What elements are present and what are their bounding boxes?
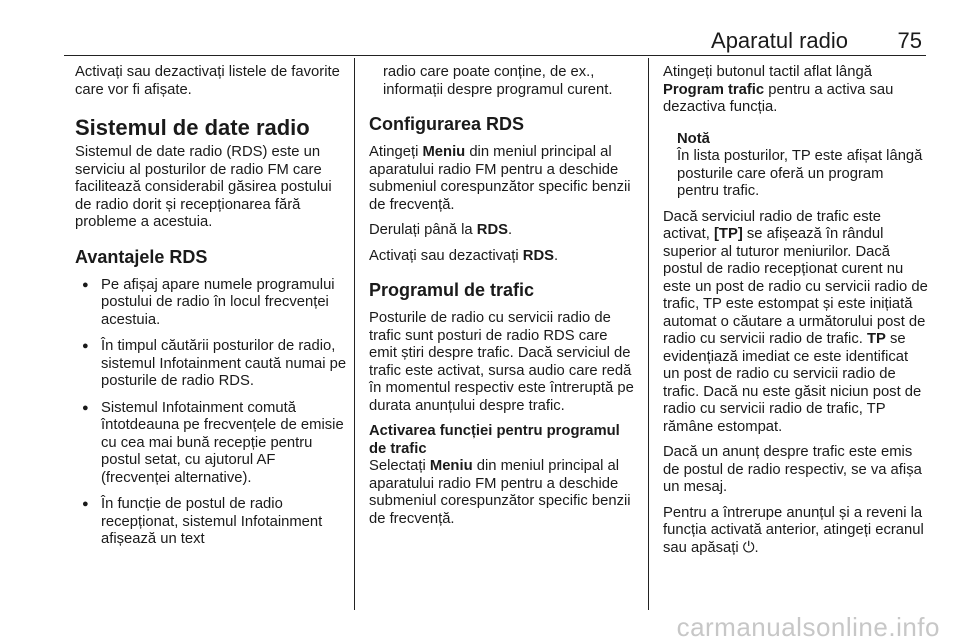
note-title: Notă [677, 130, 710, 147]
traffic-activation-heading: Activarea funcției pentru programul de trafic [369, 423, 620, 457]
text-run: Dacă serviciul radio de trafic este activat, [663, 208, 881, 242]
text-run: Atingeți butonul tactil aflat lângă [663, 64, 872, 80]
text-run: Derulați până la [369, 222, 477, 238]
touch-button-paragraph [663, 64, 928, 117]
text-run: din meniul principal al aparatului radio FM pentru a deschide submeniul corespunzător specific benzii de frecvență. [369, 144, 631, 213]
text-run: . [754, 539, 759, 556]
rds-intro-paragraph: Sistemul de date radio (RDS) este un serviciu al posturilor de radio FM care facilitează considerabil găsirea postului de radio dorit și recepționarea fără probleme a acestuia. [75, 144, 332, 230]
text-run: pentru a activa sau dezactiva funcția. [663, 81, 894, 115]
column-divider-2 [648, 58, 649, 610]
column-divider-1 [354, 58, 355, 610]
rds-advantages-heading: Avantajele RDS [75, 246, 208, 267]
list-item: ● În timpul căutării posturilor de radio, sistemul Infotainment caută numai pe posturile de radio RDS. [75, 338, 347, 391]
column-2 [369, 64, 639, 536]
rds-config-heading: Configurarea RDS [369, 114, 525, 134]
text-run: din meniul principal al aparatului radio FM pentru a deschide submeniul corespunzător specific benzii de frecvență. [369, 458, 631, 527]
menu-term: Meniu [422, 144, 466, 160]
traffic-program-heading: Programul de trafic [369, 280, 535, 300]
rds-term: RDS [476, 222, 509, 238]
list-item: ● În funcție de postul de radio recepționat, sistemul Infotainment afișează un text [75, 496, 347, 549]
scroll-paragraph [369, 222, 639, 240]
column-3 [663, 64, 928, 565]
rds-term: RDS [522, 247, 555, 264]
column-1 [75, 64, 347, 558]
watermark: carmanualsonline.info [676, 612, 940, 642]
toggle-rds-paragraph [369, 248, 639, 266]
select-menu-paragraph [369, 458, 639, 528]
traffic-paragraph: Posturile de radio cu servicii radio de trafic sunt posturi de radio RDS care emit știri despre trafic. Dacă serviciul de trafic este activat, sursa audio care redă în momentul respectiv este întreruptă pe durata anunțului despre trafic. [369, 310, 634, 414]
page-header [64, 26, 926, 56]
page-title: Aparatul radio [711, 28, 848, 53]
header-divider [64, 55, 926, 56]
menu-term: Meniu [429, 458, 473, 474]
page-number: 75 [897, 28, 922, 53]
text-run: Activați sau dezactivați [369, 247, 523, 264]
text-run: . [508, 222, 513, 238]
tp-paragraph [663, 209, 928, 437]
tp-term: TP [866, 331, 886, 347]
bullet-continuation: radio care poate conține, de ex., informații despre programul curent. [383, 64, 613, 98]
text-run: Pentru a întrerupe anunțul și a reveni la funcția activată anterior, atingeți ecranul sau apăsați [663, 504, 924, 556]
note-box [663, 131, 928, 201]
power-icon: ⏻ [742, 539, 755, 556]
rds-advantages-list [75, 277, 347, 549]
interrupt-paragraph [663, 505, 928, 558]
text-run: se afișează în rândul superior al tuturor meniurilor. Dacă postul de radio recepționat curent nu este un post de radio cu servicii radio de trafic, TP este estompat și este inițiată automat o căutare a următorului post de radio cu servicii radio de trafic. [663, 226, 928, 347]
tp-bracket-term: [TP] [714, 226, 743, 242]
config-paragraph [369, 144, 639, 214]
text-run: Atingeți [369, 144, 423, 160]
rds-heading: Sistemul de date radio [75, 115, 310, 140]
note-text: În lista posturilor, TP este afișat lângă posturile care oferă un program pentru trafic. [677, 148, 923, 199]
text-run: . [554, 247, 559, 264]
list-item: ● Sistemul Infotainment comută întotdeauna pe frecvențele de emisie cu cea mai bună recepție pentru postul setat, cu ajutorul AF (frecvenței alternative). [75, 400, 347, 488]
traffic-program-term: Program trafic [663, 81, 765, 98]
favorites-paragraph: Activați sau dezactivați listele de favorite care vor fi afișate. [75, 64, 340, 98]
text-run: Selectați [369, 458, 430, 474]
text-run: se evidențiază imediat ce este identificat un post de radio cu servicii radio de trafic. Dacă nu este găsit niciun post de radio cu servicii radio de trafic, TP rămâne estompat. [663, 331, 922, 435]
announcement-paragraph: Dacă un anunț despre trafic este emis de postul de radio respectiv, se va afișa un mesaj. [663, 444, 922, 495]
list-item: ● Pe afișaj apare numele programului postului de radio în locul frecvenței acestuia. [75, 277, 347, 330]
